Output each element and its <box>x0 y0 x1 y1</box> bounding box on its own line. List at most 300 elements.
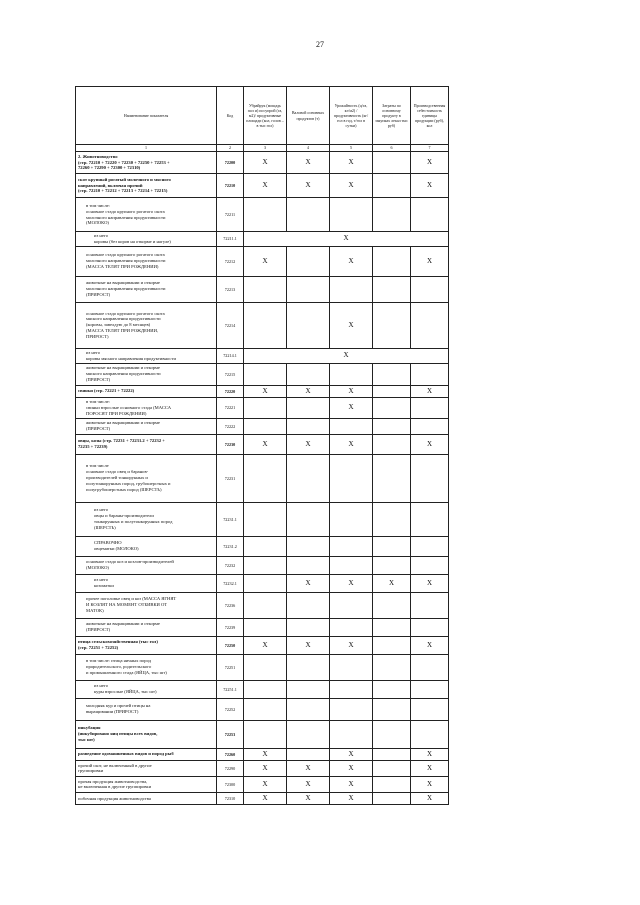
row-code: 72200 <box>217 152 244 174</box>
mark-cell <box>330 418 373 434</box>
mark-cell: X <box>287 434 330 454</box>
mark-cell <box>411 680 449 698</box>
indicator-name <box>76 385 217 397</box>
row-code: 72231.1 <box>217 502 244 536</box>
mark-cell <box>373 618 411 636</box>
mark-cell <box>244 698 287 720</box>
row-code: 72310 <box>217 792 244 804</box>
indicator-line: И КОЗЛЯТ НА МОМЕНТ ОТБИВКИ ОТ <box>86 602 168 608</box>
indicator-line: основное стадо крупного рогатого скота <box>86 310 165 316</box>
indicator-name <box>76 720 217 748</box>
indicator-line: прочее поголовье овец и коз (МАССА ЯГНЯТ <box>86 596 177 602</box>
mark-cell <box>287 748 330 760</box>
mark-cell <box>330 454 373 502</box>
indicator-name <box>76 698 217 720</box>
mark-cell: X <box>411 434 449 454</box>
indicator-line: 72260 + 72290 + 72300 + 72310) <box>78 165 141 171</box>
mark-cell <box>373 502 411 536</box>
indicator-line: полугрубошерстных пород (ШЕРСТЬ) <box>86 487 162 493</box>
indicator-line: полутонкорунных пород, грубошерстных и <box>86 481 171 487</box>
indicator-line: коровы мясного направления продуктивности <box>86 355 176 361</box>
row-code: 72230 <box>217 434 244 454</box>
row-code: 72210 <box>217 174 244 198</box>
indicator-name <box>76 776 217 792</box>
indicator-line: из него <box>94 507 108 513</box>
mark-cell <box>373 302 411 348</box>
mark-cell: X <box>330 246 373 276</box>
mark-cell <box>411 592 449 618</box>
row-code: 72232.1 <box>217 574 244 592</box>
indicator-line: животные на выращивании и откорме <box>86 365 160 371</box>
table-row <box>76 174 449 198</box>
indicator-name <box>76 363 217 385</box>
row-code: 72260 <box>217 748 244 760</box>
header-indicator: Наименование показателя <box>76 87 217 145</box>
table-row <box>76 363 449 385</box>
mark-cell: X <box>330 174 373 198</box>
mark-cell <box>411 418 449 434</box>
mark-cell <box>373 792 411 804</box>
indicator-line: козоматки <box>94 583 114 589</box>
header-yield: Урожайность (ц/га, кг/м2) / продуктивность (кг/гол в год, т/гол в сутки) <box>330 87 373 145</box>
indicator-name <box>76 654 217 680</box>
indicator-line: (ПРИРОСТ) <box>86 377 111 383</box>
column-number-row <box>76 145 449 152</box>
indicator-line: из него <box>94 577 108 583</box>
table-row <box>76 302 449 348</box>
indicator-name <box>76 760 217 776</box>
mark-cell <box>411 536 449 556</box>
indicator-line: (ШЕРСТЬ) <box>94 525 116 531</box>
mark-cell <box>287 246 330 276</box>
mark-cell: X <box>244 152 287 174</box>
indicator-line: молочного направления продуктивности <box>86 214 166 220</box>
mark-cell: X <box>411 152 449 174</box>
mark-cell: X <box>287 776 330 792</box>
indicator-line: овцы, козы (стр. 72231 + 72231.2 + 72232 + <box>78 438 165 444</box>
table-row <box>76 536 449 556</box>
header-gross: Валовой основных продуктов (т) <box>287 87 330 145</box>
indicator-line: основное стадо коз и козлов-производителей <box>86 559 174 565</box>
indicator-line: (МОЛОКО) <box>86 565 109 571</box>
mark-cell: X <box>287 574 330 592</box>
mark-cell <box>373 776 411 792</box>
indicator-line: ПРИРОСТ) <box>86 334 109 340</box>
mark-cell <box>330 363 373 385</box>
mark-cell: X <box>411 246 449 276</box>
mark-cell <box>373 418 411 434</box>
mark-cell <box>244 302 287 348</box>
mark-cell: X <box>411 748 449 760</box>
indicator-line: (МОЛОКО) <box>86 220 109 226</box>
mark-cell <box>373 152 411 174</box>
indicator-name <box>76 502 217 536</box>
mark-cell <box>373 654 411 680</box>
mark-cell <box>373 536 411 556</box>
mark-cell <box>244 680 287 698</box>
indicator-line: группировки <box>78 768 104 774</box>
mark-cell <box>244 574 287 592</box>
row-code: 72212 <box>217 246 244 276</box>
indicator-line: из него <box>94 683 108 689</box>
indicator-line: прочая продукция животноводства, <box>78 778 148 784</box>
indicator-name <box>76 152 217 174</box>
mark-cell <box>330 698 373 720</box>
indicator-line: молодняк кур и прочей птицы на <box>86 703 151 709</box>
mark-cell <box>287 502 330 536</box>
mark-cell: X <box>330 574 373 592</box>
row-code: 72300 <box>217 776 244 792</box>
indicator-line: не включенная в другие группировки <box>78 784 152 790</box>
indicator-line: производителей тонкорунных и <box>86 475 148 481</box>
indicator-line: тыс шт) <box>78 737 95 743</box>
row-code: 72236 <box>217 592 244 618</box>
mark-cell <box>330 276 373 302</box>
indicator-name <box>76 198 217 232</box>
mark-cell <box>287 680 330 698</box>
indicator-name <box>76 536 217 556</box>
mark-cell <box>287 363 330 385</box>
mark-cell <box>411 720 449 748</box>
mark-cell <box>244 397 287 418</box>
row-code: 72232 <box>217 556 244 574</box>
indicator-line: основное стадо крупного рогатого скота <box>86 208 165 214</box>
table-row <box>76 592 449 618</box>
mark-cell: X <box>373 574 411 592</box>
indicator-name <box>76 618 217 636</box>
mark-cell <box>244 654 287 680</box>
mark-cell <box>373 698 411 720</box>
column-number: 5 <box>330 145 373 152</box>
mark-cell <box>373 556 411 574</box>
indicator-line: СПРАВОЧНО <box>94 540 122 546</box>
indicator-name <box>76 454 217 502</box>
row-code: 72253 <box>217 720 244 748</box>
row-code: 72250 <box>217 636 244 654</box>
mark-cell <box>287 654 330 680</box>
mark-cell <box>373 397 411 418</box>
indicator-name <box>76 434 217 454</box>
mark-cell <box>244 618 287 636</box>
indicator-line: направлений, включая прочий <box>78 182 143 188</box>
table-row <box>76 748 449 760</box>
indicator-line: птица сельскохозяйственная (тыс гол) <box>78 639 158 645</box>
indicator-line: в том числе: <box>86 202 110 208</box>
table-row <box>76 618 449 636</box>
mark-cell: X <box>287 760 330 776</box>
table-row <box>76 792 449 804</box>
indicator-name <box>76 246 217 276</box>
indicator-line: (ПРИРОСТ) <box>86 627 111 633</box>
mark-cell <box>330 502 373 536</box>
mark-cell <box>411 363 449 385</box>
mark-cell <box>373 385 411 397</box>
indicator-line: (инкубировано яиц птицы всех видов, <box>78 731 158 737</box>
mark-cell <box>330 720 373 748</box>
mark-cell <box>373 246 411 276</box>
indicator-line: (стр. 72251 + 72252) <box>78 645 119 651</box>
mark-cell: X <box>330 792 373 804</box>
table-row <box>76 276 449 302</box>
indicator-name <box>76 574 217 592</box>
indicator-name <box>76 792 217 804</box>
indicator-line: 72235 + 72239) <box>78 444 108 450</box>
indicator-line: (коровы, завелдую до 8 месяцев) <box>86 322 151 328</box>
mark-cell: X <box>244 776 287 792</box>
indicator-line: (ПРИРОСТ) <box>86 426 111 432</box>
mark-cell <box>373 720 411 748</box>
indicator-name <box>76 174 217 198</box>
table-row <box>76 502 449 536</box>
indicator-line: выращивании (ПРИРОСТ) <box>86 709 139 715</box>
indicator-line: МАТОК) <box>86 608 104 614</box>
table-row <box>76 556 449 574</box>
mark-cell <box>411 698 449 720</box>
indicator-line: свиньи взрослые основного стада (МАССА <box>86 404 172 410</box>
mark-cell <box>330 654 373 680</box>
mark-cell: X <box>287 792 330 804</box>
indicator-name <box>76 397 217 418</box>
mark-cell: X <box>330 760 373 776</box>
mark-cell: X <box>330 302 373 348</box>
table-row <box>76 654 449 680</box>
row-code: 72214 <box>217 302 244 348</box>
indicator-line: в том числе: птица яичных пород <box>86 658 152 664</box>
header-area: Убрайрук (мощадь пол и) посупрой (га, м2)/ продуктивные площади (кол, голов – в тыс гол) <box>244 87 287 145</box>
mark-cell: X <box>411 776 449 792</box>
table-row <box>76 454 449 502</box>
indicator-line: (стр. 72210 + 72212 + 72213 + 72214 + 72215) <box>78 188 168 194</box>
header-unit-cost: Производственная себестоимость единицы продукции (руб), кол <box>411 87 449 145</box>
indicator-line: свиньи (стр. 72221 + 72222) <box>78 388 135 394</box>
mark-cell <box>287 198 330 232</box>
mark-cell <box>330 618 373 636</box>
column-number: 4 <box>287 145 330 152</box>
mark-cell <box>373 276 411 302</box>
livestock-table <box>75 86 449 805</box>
mark-cell <box>244 592 287 618</box>
indicator-line: мясного направления продуктивности <box>86 316 161 322</box>
indicator-name <box>76 348 217 363</box>
table-row <box>76 698 449 720</box>
mark-cell <box>411 454 449 502</box>
indicator-line: в том числе: <box>86 398 110 404</box>
mark-cell <box>244 720 287 748</box>
mark-cell: X <box>411 792 449 804</box>
mark-cell <box>287 276 330 302</box>
mark-cell: X <box>244 636 287 654</box>
mark-cell <box>373 174 411 198</box>
mark-cell: X <box>244 232 449 247</box>
mark-cell: X <box>287 152 330 174</box>
table-row <box>76 152 449 174</box>
mark-cell <box>287 397 330 418</box>
row-code: 72213 <box>217 276 244 302</box>
mark-cell <box>244 418 287 434</box>
table-row <box>76 434 449 454</box>
indicator-line: основное стадо овец и баранов- <box>86 469 149 475</box>
column-number: 6 <box>373 145 411 152</box>
mark-cell: X <box>411 760 449 776</box>
mark-cell <box>330 556 373 574</box>
mark-cell: X <box>330 397 373 418</box>
indicator-name <box>76 636 217 654</box>
mark-cell: X <box>411 574 449 592</box>
indicator-line: из него <box>94 233 108 238</box>
indicator-name <box>76 302 217 348</box>
mark-cell: X <box>330 434 373 454</box>
header-code: Код <box>217 87 244 145</box>
table-body <box>76 152 449 805</box>
indicator-line: разведение одомашненных видов и пород рыб <box>78 751 174 757</box>
table-row <box>76 574 449 592</box>
mark-cell <box>287 536 330 556</box>
indicator-line: мясного направления продуктивности <box>86 371 161 377</box>
mark-cell: X <box>244 174 287 198</box>
mark-cell <box>411 556 449 574</box>
indicator-name <box>76 556 217 574</box>
table-row <box>76 246 449 276</box>
row-code: 72239 <box>217 618 244 636</box>
indicator-line: коровы (без коров на откорме и нагуле) <box>94 238 171 244</box>
indicator-name <box>76 418 217 434</box>
indicator-line: животные на выращивании и откорме <box>86 621 160 627</box>
row-code: 72215 <box>217 363 244 385</box>
mark-cell <box>330 680 373 698</box>
mark-cell: X <box>287 385 330 397</box>
mark-cell <box>411 502 449 536</box>
indicator-name <box>76 592 217 618</box>
table-row <box>76 348 449 363</box>
indicator-line: прародительского, родительского <box>86 664 152 670</box>
mark-cell: X <box>287 174 330 198</box>
mark-cell <box>287 618 330 636</box>
mark-cell <box>287 698 330 720</box>
column-number: 3 <box>244 145 287 152</box>
row-code: 72251 <box>217 654 244 680</box>
row-code: 72221 <box>217 397 244 418</box>
row-code: 72231 <box>217 454 244 502</box>
mark-cell: X <box>330 748 373 760</box>
mark-cell: X <box>411 636 449 654</box>
mark-cell <box>287 720 330 748</box>
mark-cell <box>287 302 330 348</box>
page-number: 27 <box>316 40 324 49</box>
mark-cell: X <box>244 748 287 760</box>
mark-cell <box>411 397 449 418</box>
mark-cell: X <box>330 152 373 174</box>
row-code: 72214.1 <box>217 348 244 363</box>
mark-cell <box>373 592 411 618</box>
mark-cell <box>287 556 330 574</box>
mark-cell <box>373 454 411 502</box>
mark-cell <box>411 198 449 232</box>
indicator-name <box>76 232 217 247</box>
column-number: 1 <box>76 145 217 152</box>
mark-cell <box>411 654 449 680</box>
table-row <box>76 760 449 776</box>
indicator-line: животные на выращивании и откорме <box>86 420 160 426</box>
indicator-line: овцематки (МОЛОКО) <box>94 546 139 552</box>
indicator-line: молочного направления продуктивности <box>86 258 166 264</box>
mark-cell <box>411 276 449 302</box>
row-code: 72211 <box>217 198 244 232</box>
indicator-line: 2. Животноводство <box>78 153 118 159</box>
mark-cell: X <box>244 434 287 454</box>
table-row <box>76 680 449 698</box>
indicator-line: животные на выращивании и откорме <box>86 280 160 286</box>
mark-cell: X <box>411 385 449 397</box>
mark-cell <box>244 556 287 574</box>
mark-cell: X <box>244 348 449 363</box>
indicator-line: скот крупный рогатый молочного и мясного <box>78 176 171 182</box>
indicator-line: молочного направления продуктивности <box>86 286 166 292</box>
indicator-line: (стр. 72210 + 72220 + 72230 + 72250 + 72253 + <box>78 159 170 165</box>
mark-cell <box>411 302 449 348</box>
mark-cell <box>244 198 287 232</box>
indicator-name <box>76 680 217 698</box>
mark-cell: X <box>244 385 287 397</box>
indicator-line: в том числе <box>86 463 109 469</box>
mark-cell <box>330 198 373 232</box>
indicator-line: основное стадо крупного рогатого скота <box>86 252 165 258</box>
mark-cell <box>287 418 330 434</box>
mark-cell <box>411 618 449 636</box>
mark-cell <box>244 454 287 502</box>
mark-cell <box>373 636 411 654</box>
indicator-name <box>76 276 217 302</box>
indicator-line: и промышленного стада (ЯЙЦА, тыс шт) <box>86 670 167 676</box>
mark-cell: X <box>244 246 287 276</box>
mark-cell <box>244 276 287 302</box>
column-number: 2 <box>217 145 244 152</box>
indicator-name <box>76 748 217 760</box>
mark-cell: X <box>330 385 373 397</box>
mark-cell <box>373 198 411 232</box>
row-code: 72251.1 <box>217 680 244 698</box>
indicator-line: из него <box>86 349 100 355</box>
mark-cell <box>373 680 411 698</box>
indicator-line: прочий скот, не включенный в другие <box>78 762 152 768</box>
mark-cell: X <box>244 760 287 776</box>
header-row <box>76 87 449 145</box>
column-number: 7 <box>411 145 449 152</box>
indicator-line: тонкорунных и полутонкорунных пород <box>94 519 173 525</box>
mark-cell <box>373 748 411 760</box>
row-code: 72220 <box>217 385 244 397</box>
table-row <box>76 636 449 654</box>
table-row <box>76 385 449 397</box>
mark-cell: X <box>244 792 287 804</box>
indicator-line: инкубация <box>78 725 101 731</box>
indicator-line: (МАССА ТЕЛЯТ ПРИ РОЖДЕНИИ, <box>86 328 159 334</box>
table-row <box>76 776 449 792</box>
indicator-line: побочная продукция животноводства <box>78 795 151 801</box>
indicator-line: (ПРИРОСТ) <box>86 292 111 298</box>
indicator-line: куры взрослые (ЯЙЦА, тыс шт) <box>94 689 157 695</box>
row-code: 72290 <box>217 760 244 776</box>
header-costs: Затраты по основному продукту в закупках лекал тыс руб) <box>373 87 411 145</box>
table-row <box>76 232 449 247</box>
table-row <box>76 720 449 748</box>
mark-cell: X <box>411 174 449 198</box>
indicator-line: (МАССА ТЕЛЯТ ПРИ РОЖДЕНИИ) <box>86 264 159 270</box>
mark-cell <box>373 760 411 776</box>
mark-cell <box>330 592 373 618</box>
table-row <box>76 198 449 232</box>
mark-cell: X <box>330 776 373 792</box>
row-code: 72222 <box>217 418 244 434</box>
